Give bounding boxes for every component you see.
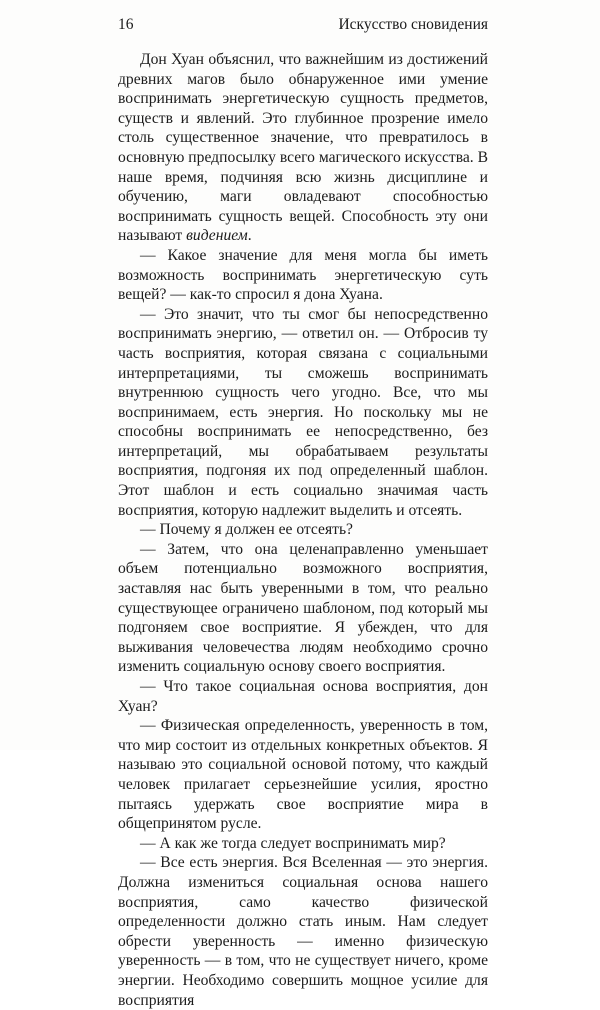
paragraph-8: — А как же тогда следует воспринимать мир? <box>140 834 446 852</box>
paragraph-1-emphasis: видением <box>186 227 248 245</box>
book-title: Искусство сновидения <box>338 16 488 33</box>
paragraph-1-text: Дон Хуан объяснил, что важнейшим из достижений древних магов было обнаруженное ими умение воспринимать энергетическую сущность предметов, существ и явлений. Это глубинное прозрение имело столь существенное значение, что превратилось в основную предпосылку всего магического искусства. В наше время, подчиняя всю жизнь дисциплине и обучению, маги овладевают способностью воспринимать сущность вещей. Способность эту они называют <box>118 51 488 245</box>
paragraph-7: — Физическая определенность, уверенность в том, что мир состоит из отдельных конкретных объектов. Я называю это социальной основой потому, что каждый человек прилагает серьезнейшие усилия, яростно пытаясь удержать свое восприятие мира в общепринятом русле. <box>118 717 488 833</box>
paragraph-1-tail: . <box>247 227 252 245</box>
paragraph-5: — Затем, что она целенаправленно уменьшает объем потенциально возможного восприятия, заставляя нас быть уверенными в том, что реально существующее ограничено шаблоном, под который мы подгоняем свое восприятие. Я убежден, что для выживания человечества людям необходимо срочно изменить социальную основу своего восприятия. <box>118 540 488 676</box>
body-text <box>118 50 488 1010</box>
paragraph-3: — Это значит, что ты смог бы непосредственно воспринимать энергию, — ответил он. — Отбросив ту часть восприятия, которая связана с социальными интерпретациями, ты сможешь воспринимать внутреннюю сущность чего угодно. Все, что мы воспринимаем, есть энергия. Но поскольку мы не способны воспринимать ее непосредственно, без интерпретаций, мы обрабатываем результаты восприятия, подгоняя их под определенный шаблон. Этот шаблон и есть социально значимая часть восприятия, которую надлежит выделить и отсеять. <box>118 305 488 519</box>
paragraph-4: — Почему я должен ее отсеять? <box>140 521 353 539</box>
page-number: 16 <box>118 16 134 33</box>
paragraph-9: — Все есть энергия. Вся Вселенная — это энергия. Должна измениться социальная основа нашего восприятия, само качество физической определенности должно стать иным. Нам следует обрести уверенность — именно физическую уверенность — в том, что не существует ничего, кроме энергии. Необходимо совершить мощное усилие для восприятия <box>118 854 488 1009</box>
paragraph-2: — Какое значение для меня могла бы иметь возможность воспринимать энергетическую суть вещей? — как-то спросил я дона Хуана. <box>118 246 488 304</box>
paragraph-6: — Что такое социальная основа восприятия, дон Хуан? <box>118 678 488 715</box>
paragraph-1 <box>118 50 488 246</box>
running-head <box>118 16 488 38</box>
